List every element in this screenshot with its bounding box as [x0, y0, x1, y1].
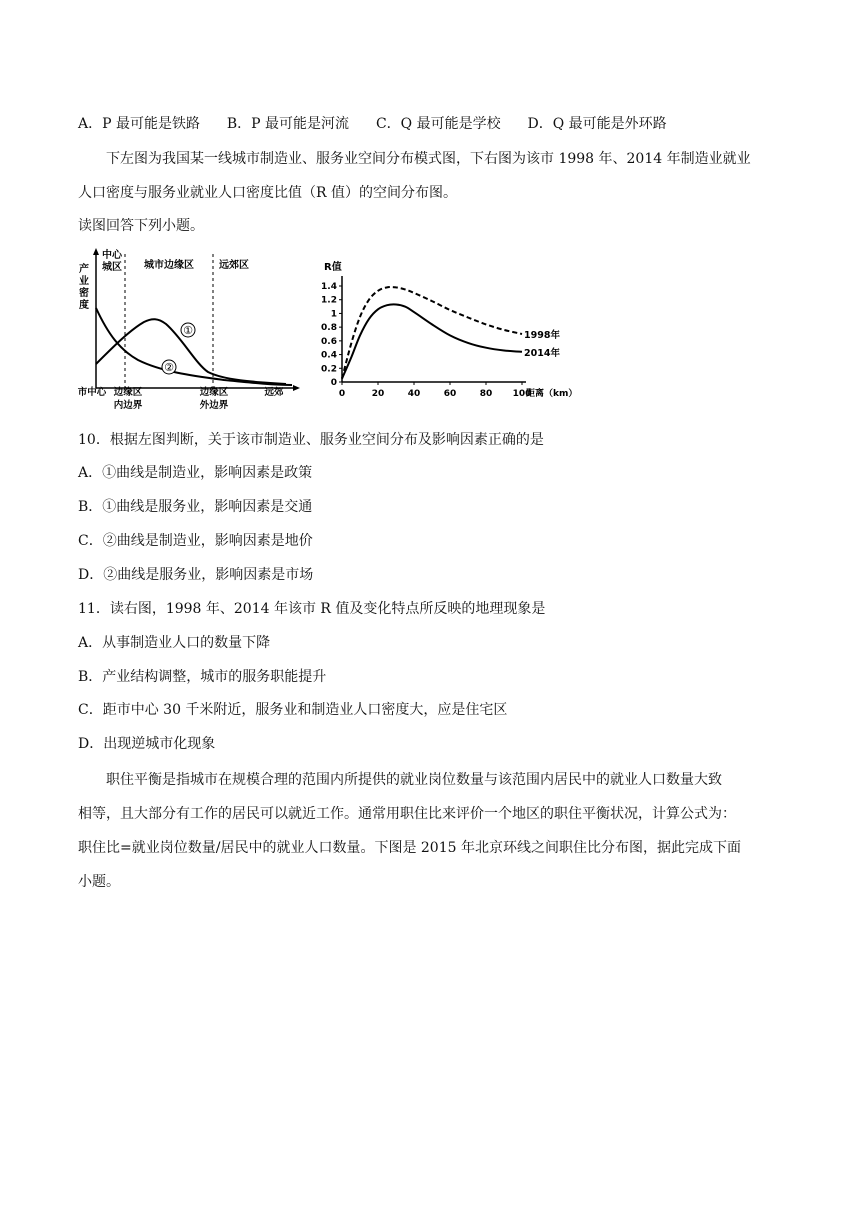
- q10-option-a: A．①曲线是制造业，影响因素是政策: [78, 465, 313, 481]
- left-y-arrow-icon: [93, 248, 99, 255]
- r-x-tick-label: 20: [371, 389, 385, 399]
- q9-option-d: D．Q 最可能是外环路: [527, 116, 667, 132]
- y-label-char-1: 产: [79, 264, 89, 275]
- r-y-tick-label: 1.4: [321, 282, 337, 292]
- r-x-tick-label: 100: [512, 389, 532, 399]
- intro2-line3: 职住比=就业岗位数量/居民中的就业人口数量。下图是 2015 年北京环线之间职住比分布图，据此完成下面: [78, 840, 741, 856]
- q11-stem: 11．读右图，1998 年、2014 年该市 R 值及变化特点所反映的地理现象是: [78, 601, 546, 617]
- q10-option-c: C．②曲线是制造业，影响因素是地价: [78, 533, 313, 549]
- x-label-outer-1: 边缘区: [199, 387, 229, 398]
- x-label-outer-2: 外边界: [199, 400, 229, 411]
- q10-stem: 10．根据左图判断，关于该市制造业、服务业空间分布及影响因素正确的是: [78, 432, 544, 448]
- q11-option-b: B．产业结构调整，城市的服务职能提升: [78, 669, 327, 685]
- r-y-tick-label: 0.2: [321, 364, 337, 375]
- r-x-tick-label: 0: [338, 389, 346, 399]
- x-label-inner-1: 边缘区: [113, 387, 143, 398]
- zone-edge-label: 城市边缘区: [144, 260, 194, 271]
- intro1-line2: 人口密度与服务业就业人口密度比值（R 值）的空间分布图。: [78, 185, 457, 201]
- r-y-tick-label: 0.8: [321, 323, 337, 334]
- r-x-tick-label: 60: [443, 389, 457, 399]
- intro1-line3: 读图回答下列小题。: [78, 218, 204, 234]
- figure-row: [74, 246, 614, 414]
- y-label-char-3: 密: [79, 288, 89, 299]
- zone-far-label: 远郊区: [219, 260, 249, 271]
- x-label-origin: 市中心: [77, 387, 107, 398]
- q9-option-c: C．Q 最可能是学校: [375, 116, 501, 132]
- y-label-char-2: 业: [79, 276, 89, 287]
- curve-1-marker: ①: [183, 324, 193, 337]
- r-y-tick-label: 0: [330, 378, 337, 388]
- intro2-line1: 职住平衡是指城市在规模合理的范围内所提供的就业岗位数量与该范围内居民中的就业人口数量大致: [106, 772, 722, 788]
- left-figure: [74, 246, 314, 414]
- q10-option-b: B．①曲线是服务业，影响因素是交通: [78, 499, 313, 515]
- r-y-tick-label: 1: [330, 309, 337, 320]
- q11-option-c: C．距市中心 30 千米附近，服务业和制造业人口密度大，应是住宅区: [78, 702, 508, 718]
- r-x-tick-label: 80: [479, 389, 493, 399]
- r-y-tick-label: 0.4: [321, 350, 337, 361]
- curve-2-marker: ②: [164, 361, 174, 374]
- left-x-arrow-icon: [293, 385, 300, 391]
- x-label-far: 远郊: [264, 387, 284, 398]
- intro1-line1: 下左图为我国某一线城市制造业、服务业空间分布模式图，下右图为该市 1998 年、2014 年制造业就业: [106, 151, 751, 167]
- intro2-line4: 小题。: [78, 874, 120, 890]
- q11-option-a: A．从事制造业人口的数量下降: [78, 635, 271, 651]
- r-series-2014年: [342, 304, 522, 378]
- zone-center-label-1: 中心: [102, 250, 122, 261]
- r-y-axis-title: R值: [324, 262, 342, 273]
- r-x-axis-title: 距离（km）: [526, 389, 578, 399]
- q9-option-b: B．P 最可能是河流: [226, 116, 350, 132]
- r-value-chart: [316, 246, 614, 414]
- r-y-tick-label: 0.6: [321, 336, 337, 347]
- q9-option-a: A．P 最可能是铁路: [78, 116, 200, 132]
- r-x-tick-label: 40: [407, 389, 421, 399]
- r-y-tick-label: 1.2: [321, 295, 337, 306]
- y-label-char-4: 度: [79, 300, 89, 311]
- q11-option-d: D．出现逆城市化现象: [78, 736, 216, 752]
- zone-center-label-2: 城区: [102, 262, 122, 273]
- q9-options-row: [78, 113, 667, 133]
- q10-option-d: D．②曲线是服务业，影响因素是市场: [78, 567, 314, 583]
- x-label-inner-2: 内边界: [113, 400, 143, 411]
- r-series-label: 2014年: [524, 347, 560, 359]
- r-series-label: 1998年: [524, 330, 560, 341]
- intro2-line2: 相等，且大部分有工作的居民可以就近工作。通常用职住比来评价一个地区的职住平衡状况，计算公式为：: [78, 806, 736, 822]
- r-series-1998年: [342, 287, 522, 379]
